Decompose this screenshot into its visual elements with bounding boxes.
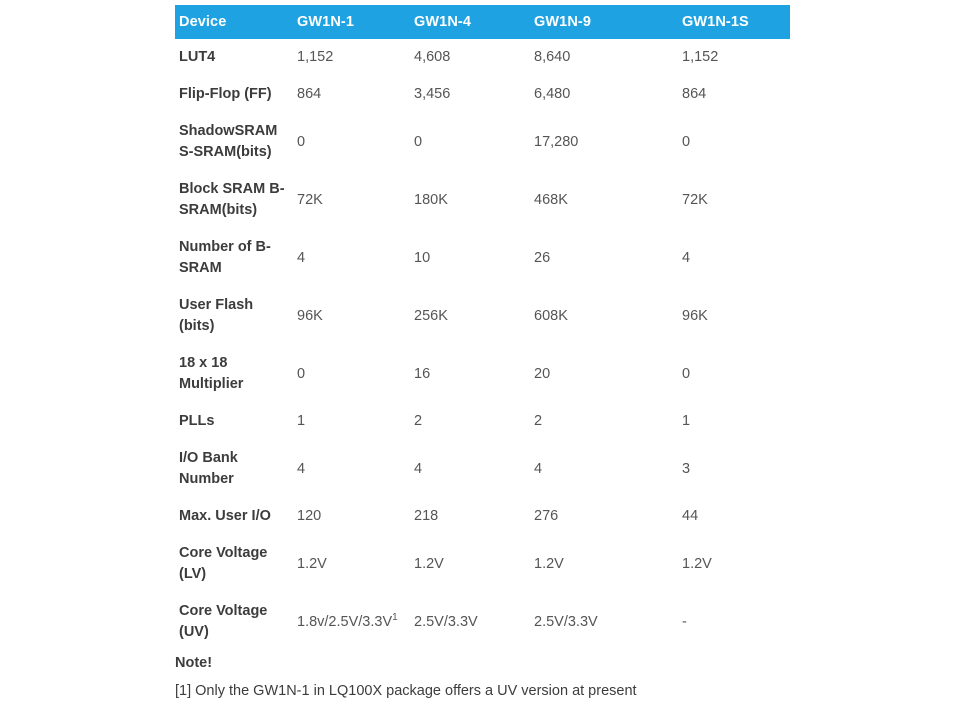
- cell-value: 1.2V: [414, 555, 444, 572]
- cell-value: 2.5V/3.3V: [534, 613, 598, 630]
- cell-value: 864: [297, 86, 322, 102]
- row-label: 18 x 18 Multiplier: [179, 355, 244, 392]
- cell-value: 0: [414, 133, 423, 150]
- table-row: [175, 535, 790, 593]
- device-spec-table-container: [175, 5, 790, 651]
- cell-value: 2: [414, 413, 423, 429]
- cell-value: 4: [534, 460, 543, 477]
- row-label: Block SRAM B-SRAM(bits): [179, 181, 285, 218]
- row-label: PLLs: [179, 413, 215, 429]
- row-label: Core Voltage (LV): [179, 545, 268, 582]
- table-row: [175, 229, 790, 287]
- cell-value: 0: [682, 133, 691, 150]
- cell-value: 4,608: [414, 49, 451, 65]
- cell-value: 20: [534, 365, 551, 382]
- table-row: [175, 113, 790, 171]
- footnote-marker: 1: [392, 611, 398, 623]
- notes-line: [1] Only the GW1N-1 in LQ100X package offers a UV version at present: [175, 683, 637, 699]
- row-label: User Flash (bits): [179, 297, 254, 334]
- cell-value: 4: [682, 249, 691, 266]
- row-label: Max. User I/O: [179, 508, 271, 524]
- table-row: [175, 39, 790, 76]
- table-body: [175, 39, 790, 651]
- cell-value: 4: [414, 460, 423, 477]
- cell-value: 3,456: [414, 86, 451, 102]
- row-label: LUT4: [179, 49, 216, 65]
- cell-value: 1,152: [682, 49, 719, 65]
- table-row: [175, 403, 790, 440]
- column-header-device: Device: [175, 5, 297, 39]
- table-row: [175, 345, 790, 403]
- column-header-gw1n-1s: GW1N-1S: [682, 5, 790, 39]
- cell-text: 1.8v/2.5V/3.3V: [297, 613, 393, 630]
- table-row: [175, 498, 790, 535]
- cell-value: 6,480: [534, 86, 571, 102]
- table-row: [175, 440, 790, 498]
- table-row: [175, 171, 790, 229]
- cell-value: 1,152: [297, 49, 334, 65]
- cell-value: 0: [297, 133, 306, 150]
- cell-value: 1: [297, 413, 306, 429]
- cell-value: 608K: [534, 307, 568, 324]
- cell-value: 1.2V: [297, 555, 327, 572]
- cell-value: 1.2V: [534, 555, 564, 572]
- row-label: I/O Bank Number: [179, 450, 238, 487]
- cell-value: 96K: [682, 307, 708, 324]
- cell-value: 26: [534, 249, 551, 266]
- cell-value: 276: [534, 508, 559, 524]
- cell-value: 16: [414, 365, 431, 382]
- row-label: Number of B-SRAM: [179, 239, 271, 276]
- table-row: [175, 593, 790, 651]
- notes-title: Note!: [175, 655, 213, 671]
- row-label: ShadowSRAM S-SRAM(bits): [179, 123, 278, 160]
- table-header: [175, 5, 790, 39]
- column-header-gw1n-9: GW1N-9: [534, 5, 682, 39]
- cell-value: 120: [297, 508, 322, 524]
- cell-value: 8,640: [534, 49, 571, 65]
- table-row: [175, 76, 790, 113]
- cell-value: 0: [297, 365, 306, 382]
- cell-value: 2: [534, 413, 543, 429]
- cell-value: 17,280: [534, 133, 579, 150]
- cell-value: 4: [297, 249, 306, 266]
- table-header-row: [175, 5, 790, 39]
- cell-value: 4: [297, 460, 306, 477]
- cell-value: 0: [682, 365, 691, 382]
- cell-value: 3: [682, 460, 691, 477]
- cell-value: 256K: [414, 307, 448, 324]
- cell-value: -: [682, 613, 687, 630]
- cell-value: [297, 593, 414, 651]
- column-header-gw1n-1: GW1N-1: [297, 5, 414, 39]
- cell-value: 1.2V: [682, 555, 712, 572]
- cell-value: 864: [682, 86, 707, 102]
- notes-section: [175, 655, 915, 699]
- cell-value: 72K: [682, 191, 708, 208]
- cell-value: 1: [682, 413, 691, 429]
- cell-value: 468K: [534, 191, 568, 208]
- row-label: Flip-Flop (FF): [179, 86, 272, 102]
- cell-value: 180K: [414, 191, 448, 208]
- cell-value: 10: [414, 249, 431, 266]
- column-header-gw1n-4: GW1N-4: [414, 5, 534, 39]
- cell-value: 44: [682, 508, 699, 524]
- cell-value: 96K: [297, 307, 323, 324]
- device-spec-table: [175, 5, 790, 651]
- cell-value: 72K: [297, 191, 323, 208]
- row-label: Core Voltage (UV): [179, 603, 268, 640]
- cell-value: 218: [414, 508, 439, 524]
- cell-value: 2.5V/3.3V: [414, 613, 478, 630]
- table-row: [175, 287, 790, 345]
